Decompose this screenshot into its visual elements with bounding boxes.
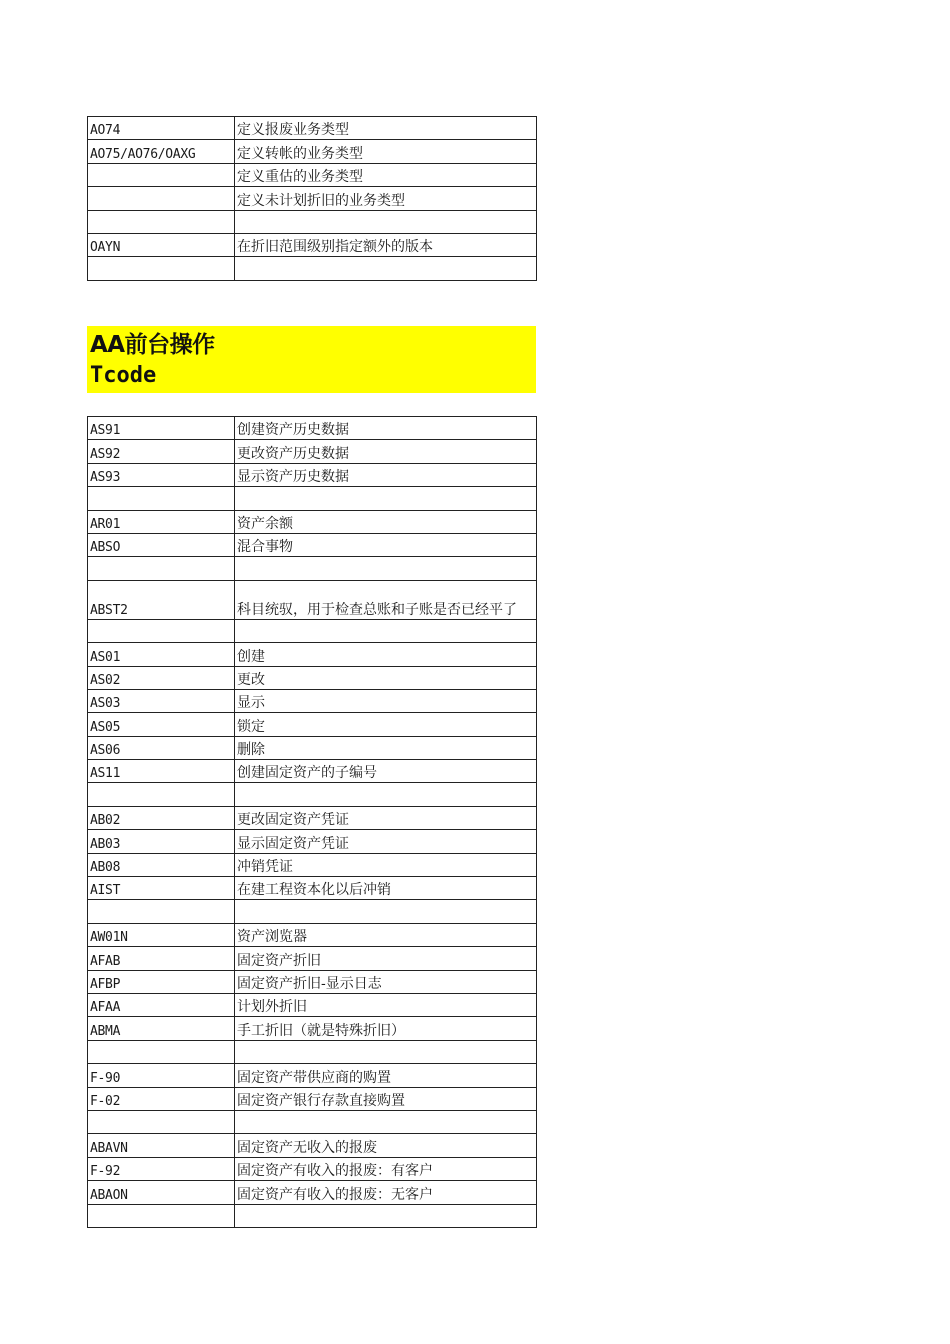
table-row [88, 440, 537, 463]
description-cell[interactable]: 资产浏览器 [235, 923, 537, 946]
description-cell[interactable]: 固定资产有收入的报废：无客户 [235, 1181, 537, 1204]
tcode-cell[interactable] [88, 1040, 235, 1063]
table-row [88, 1064, 537, 1087]
tcode-cell[interactable] [88, 619, 235, 642]
description-cell[interactable]: 固定资产折旧-显示日志 [235, 970, 537, 993]
tcode-cell[interactable]: AB08 [88, 853, 235, 876]
section-banner [87, 326, 536, 393]
table-row [88, 689, 537, 712]
description-cell[interactable]: 删除 [235, 736, 537, 759]
description-cell[interactable] [235, 557, 537, 580]
description-cell[interactable]: 在折旧范围级别指定额外的版本 [235, 233, 537, 256]
description-cell[interactable] [235, 1110, 537, 1133]
table-row [88, 1017, 537, 1040]
tcode-cell[interactable]: AS06 [88, 736, 235, 759]
tcode-cell[interactable]: ABMA [88, 1017, 235, 1040]
tcode-cell[interactable]: AS03 [88, 689, 235, 712]
table-row [88, 140, 537, 163]
description-cell[interactable] [235, 487, 537, 510]
tcode-cell[interactable]: AR01 [88, 510, 235, 533]
description-cell[interactable] [235, 900, 537, 923]
table-row [88, 760, 537, 783]
table-row [88, 736, 537, 759]
table-row [88, 187, 537, 210]
tcode-cell[interactable] [88, 210, 235, 233]
table-row [88, 853, 537, 876]
frontend-tcode-table-body [88, 417, 537, 1228]
tcode-cell[interactable]: OAYN [88, 233, 235, 256]
table-row [88, 1204, 537, 1227]
tcode-cell[interactable]: AS92 [88, 440, 235, 463]
tcode-cell[interactable]: ABAON [88, 1181, 235, 1204]
tcode-cell[interactable]: AB03 [88, 830, 235, 853]
tcode-cell[interactable]: F-90 [88, 1064, 235, 1087]
description-cell[interactable]: 定义未计划折旧的业务类型 [235, 187, 537, 210]
description-cell[interactable]: 冲销凭证 [235, 853, 537, 876]
config-tcode-table [87, 116, 537, 281]
description-cell[interactable] [235, 210, 537, 233]
tcode-cell[interactable]: AO74 [88, 117, 235, 140]
tcode-cell[interactable] [88, 163, 235, 186]
table-row [88, 1040, 537, 1063]
tcode-cell[interactable]: F-02 [88, 1087, 235, 1110]
description-cell[interactable]: 资产余额 [235, 510, 537, 533]
table-row [88, 1087, 537, 1110]
tcode-cell[interactable]: AW01N [88, 923, 235, 946]
description-cell[interactable]: 固定资产折旧 [235, 947, 537, 970]
description-cell[interactable]: 定义重估的业务类型 [235, 163, 537, 186]
description-cell[interactable] [235, 1204, 537, 1227]
tcode-cell[interactable]: AFAB [88, 947, 235, 970]
table-row [88, 970, 537, 993]
tcode-cell[interactable]: AO75/AO76/OAXG [88, 140, 235, 163]
description-cell[interactable]: 定义转帐的业务类型 [235, 140, 537, 163]
table-row [88, 210, 537, 233]
description-cell[interactable]: 锁定 [235, 713, 537, 736]
table-row [88, 233, 537, 256]
table-row [88, 806, 537, 829]
table-row [88, 533, 537, 556]
table-row [88, 257, 537, 280]
table-row [88, 463, 537, 486]
table-row [88, 830, 537, 853]
description-cell[interactable]: 定义报废业务类型 [235, 117, 537, 140]
description-cell[interactable]: 更改固定资产凭证 [235, 806, 537, 829]
table-row [88, 643, 537, 666]
section-title: AA前台操作 [90, 332, 215, 358]
table-row [88, 993, 537, 1016]
description-cell[interactable]: 计划外折旧 [235, 993, 537, 1016]
description-cell[interactable]: 手工折旧（就是特殊折旧） [235, 1017, 537, 1040]
tcode-cell[interactable]: ABSO [88, 533, 235, 556]
tcode-cell[interactable] [88, 900, 235, 923]
table-row [88, 1181, 537, 1204]
description-cell[interactable]: 创建资产历史数据 [235, 417, 537, 440]
table-row [88, 877, 537, 900]
section-subtitle: Tcode [90, 363, 157, 388]
table-row [88, 900, 537, 923]
table-row [88, 783, 537, 806]
description-cell[interactable]: 固定资产带供应商的购置 [235, 1064, 537, 1087]
tcode-cell[interactable]: ABAVN [88, 1134, 235, 1157]
description-cell[interactable] [235, 783, 537, 806]
table-row [88, 417, 537, 440]
table-row [88, 487, 537, 510]
description-cell[interactable]: 创建 [235, 643, 537, 666]
tcode-cell[interactable]: AB02 [88, 806, 235, 829]
tcode-cell[interactable]: AS02 [88, 666, 235, 689]
tcode-cell[interactable]: AS93 [88, 463, 235, 486]
tcode-cell[interactable] [88, 187, 235, 210]
description-cell[interactable]: 固定资产无收入的报废 [235, 1134, 537, 1157]
tcode-cell[interactable]: AFAA [88, 993, 235, 1016]
tcode-cell[interactable]: ABST2 [88, 580, 235, 619]
tcode-cell[interactable]: AS11 [88, 760, 235, 783]
tcode-cell[interactable]: AFBP [88, 970, 235, 993]
tcode-cell[interactable] [88, 783, 235, 806]
frontend-tcode-table [87, 416, 537, 1228]
tcode-cell[interactable]: AS05 [88, 713, 235, 736]
description-cell[interactable]: 更改资产历史数据 [235, 440, 537, 463]
tcode-cell[interactable]: F-92 [88, 1157, 235, 1180]
table-row [88, 117, 537, 140]
description-cell[interactable] [235, 257, 537, 280]
description-cell[interactable]: 固定资产有收入的报废：有客户 [235, 1157, 537, 1180]
description-cell[interactable]: 在建工程资本化以后冲销 [235, 877, 537, 900]
table-row [88, 163, 537, 186]
table-row [88, 510, 537, 533]
description-cell[interactable]: 科目统驭，用于检查总账和子账是否已经平了 [235, 580, 537, 619]
tcode-cell[interactable]: AS01 [88, 643, 235, 666]
tcode-cell[interactable] [88, 1204, 235, 1227]
table-row [88, 666, 537, 689]
description-cell[interactable]: 显示 [235, 689, 537, 712]
description-cell[interactable]: 创建固定资产的子编号 [235, 760, 537, 783]
description-cell[interactable]: 显示固定资产凭证 [235, 830, 537, 853]
tcode-cell[interactable] [88, 557, 235, 580]
description-cell[interactable] [235, 1040, 537, 1063]
table-row [88, 557, 537, 580]
tcode-cell[interactable]: AIST [88, 877, 235, 900]
table-row [88, 580, 537, 619]
table-row [88, 619, 537, 642]
tcode-cell[interactable] [88, 1110, 235, 1133]
config-tcode-table-body [88, 117, 537, 281]
description-cell[interactable] [235, 619, 537, 642]
description-cell[interactable]: 更改 [235, 666, 537, 689]
table-row [88, 1110, 537, 1133]
tcode-cell[interactable] [88, 487, 235, 510]
table-row [88, 1134, 537, 1157]
description-cell[interactable]: 显示资产历史数据 [235, 463, 537, 486]
table-row [88, 947, 537, 970]
tcode-cell[interactable]: AS91 [88, 417, 235, 440]
description-cell[interactable]: 混合事物 [235, 533, 537, 556]
description-cell[interactable]: 固定资产银行存款直接购置 [235, 1087, 537, 1110]
table-row [88, 923, 537, 946]
table-row [88, 1157, 537, 1180]
tcode-cell[interactable] [88, 257, 235, 280]
table-row [88, 713, 537, 736]
